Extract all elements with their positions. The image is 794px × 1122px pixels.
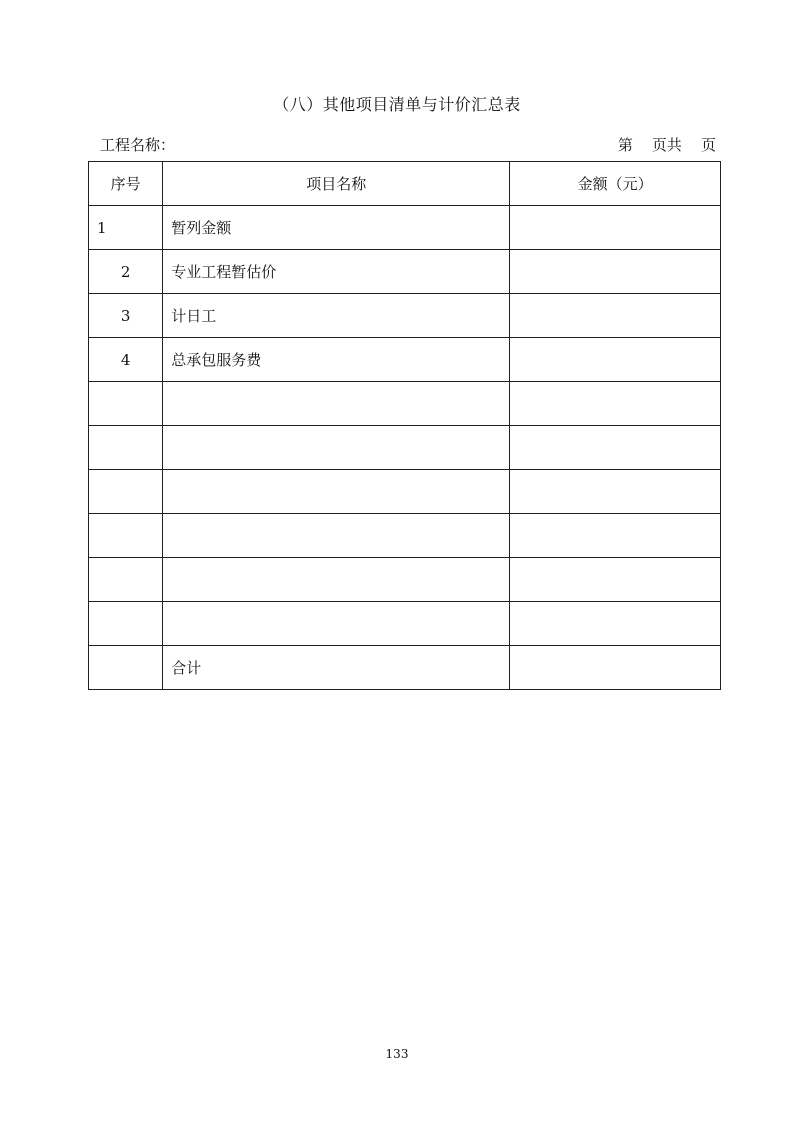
row-amount xyxy=(510,250,721,294)
row-amount xyxy=(510,338,721,382)
table-row xyxy=(89,206,721,250)
row-amount xyxy=(510,558,721,602)
table-row xyxy=(89,294,721,338)
row-item-name: 暂列金额 xyxy=(163,206,510,250)
total-seq xyxy=(89,646,163,690)
row-item-name xyxy=(163,558,510,602)
table-row xyxy=(89,470,721,514)
total-amount xyxy=(510,646,721,690)
row-item-name: 专业工程暂估价 xyxy=(163,250,510,294)
table-header-row xyxy=(89,162,721,206)
row-amount xyxy=(510,382,721,426)
other-items-summary-table xyxy=(88,161,721,690)
row-seq xyxy=(89,470,163,514)
row-seq xyxy=(89,426,163,470)
row-seq: 4 xyxy=(89,338,163,382)
table-row xyxy=(89,382,721,426)
row-amount xyxy=(510,294,721,338)
total-row xyxy=(89,646,721,690)
row-seq: 3 xyxy=(89,294,163,338)
header-item-name: 项目名称 xyxy=(163,162,510,206)
row-seq xyxy=(89,558,163,602)
row-amount xyxy=(510,206,721,250)
table-row xyxy=(89,426,721,470)
total-label: 合计 xyxy=(163,646,510,690)
row-item-name xyxy=(163,382,510,426)
page-title: （八）其他项目清单与计价汇总表 xyxy=(273,95,521,114)
row-seq xyxy=(89,514,163,558)
table-row xyxy=(89,558,721,602)
row-amount xyxy=(510,514,721,558)
table-row xyxy=(89,514,721,558)
page-number: 133 xyxy=(385,1047,409,1061)
row-item-name: 计日工 xyxy=(163,294,510,338)
row-item-name xyxy=(163,426,510,470)
table-row xyxy=(89,338,721,382)
row-item-name xyxy=(163,470,510,514)
row-seq xyxy=(89,602,163,646)
row-seq xyxy=(89,382,163,426)
row-seq: 1 xyxy=(89,206,163,250)
header-seq: 序号 xyxy=(89,162,163,206)
table-row xyxy=(89,602,721,646)
header-amount: 金额（元） xyxy=(510,162,721,206)
project-name-label: 工程名称： xyxy=(100,136,176,154)
row-item-name xyxy=(163,514,510,558)
row-amount xyxy=(510,426,721,470)
row-seq: 2 xyxy=(89,250,163,294)
meta-row xyxy=(100,134,716,154)
row-amount xyxy=(510,602,721,646)
table-row xyxy=(89,250,721,294)
row-amount xyxy=(510,470,721,514)
row-item-name: 总承包服务费 xyxy=(163,338,510,382)
row-item-name xyxy=(163,602,510,646)
page-counter: 第 页共 页 xyxy=(617,136,716,154)
